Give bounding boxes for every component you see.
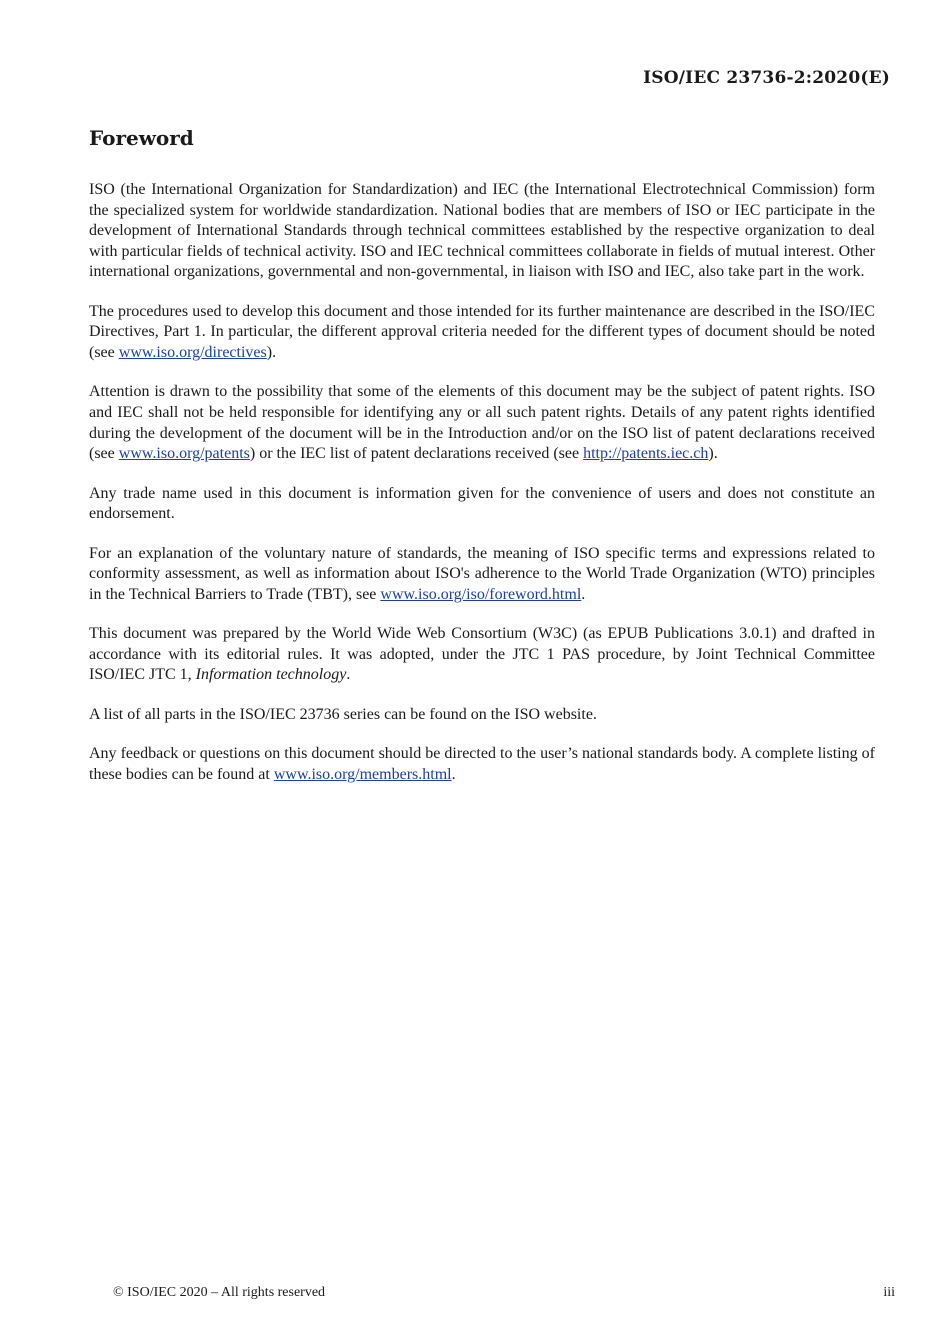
paragraph-text: The procedures used to develop this document and those intended for its further maintenance are described in the ISO/IEC Directives, Part 1. In particular, the different approval criteria needed for the different types of document should be noted (see	[89, 302, 875, 361]
paragraph-feedback	[89, 744, 875, 785]
paragraph-procedures	[89, 302, 875, 364]
document-identifier: ISO/IEC 23736-2:2020(E)	[643, 68, 890, 88]
paragraph-series-parts	[89, 705, 875, 726]
paragraph-text: .	[581, 585, 586, 603]
paragraph-text: A list of all parts in the ISO/IEC 23736 series can be found on the ISO website.	[89, 705, 597, 723]
copyright-notice: © ISO/IEC 2020 – All rights reserved	[113, 1285, 326, 1300]
paragraph-text: Any trade name used in this document is information given for the convenience of users and does not constitute an endorsement.	[89, 484, 875, 523]
paragraph-text: .	[346, 666, 351, 684]
page-title: Foreword	[89, 126, 194, 150]
paragraph-text: For an explanation of the voluntary nature of standards, the meaning of ISO specific terms and expressions related to conformity assessment, as well as information about ISO's adherence to the World Trade Organization (WTO) principles in the Technical Barriers to Trade (TBT), see	[89, 544, 875, 603]
members-link[interactable]: www.iso.org/members.html	[273, 765, 452, 783]
iec-patents-link[interactable]: http://patents.iec.ch	[583, 445, 709, 463]
page-number: iii	[883, 1285, 895, 1300]
paragraph-voluntary-nature	[89, 544, 875, 606]
paragraph-text: Any feedback or questions on this document should be directed to the user’s national standards body. A complete listing of these bodies can be found at	[89, 745, 875, 783]
paragraph-organization	[89, 180, 875, 283]
foreword-body	[89, 180, 875, 804]
iso-patents-link[interactable]: www.iso.org/patents	[118, 445, 250, 463]
committee-name: Information technology	[195, 666, 347, 684]
paragraph-text: Attention is drawn to the possibility that some of the elements of this document may be the subject of patent rights. ISO and IEC shall not be held responsible for identifying any or all such patent rights. Details of any patent rights identified during the development of the document will be in the Introduction and/or on the ISO list of patent declarations received (see	[89, 383, 875, 463]
paragraph-text: .	[451, 765, 456, 783]
paragraph-text: This document was prepared by the World Wide Web Consortium (W3C) (as EPUB Publications 3.0.1) and drafted in accordance with its editorial rules. It was adopted, under the JTC 1 PAS procedure, by Joint Technical Committee ISO/IEC JTC 1,	[89, 625, 875, 684]
paragraph-text: ISO (the International Organization for Standardization) and IEC (the International Electrotechnical Commission) form the specialized system for worldwide standardization. National bodies that are members of ISO or IEC participate in the development of International Standards through technical committees established by the respective organization to deal with particular fields of technical activity. ISO and IEC technical committees collaborate in fields of mutual interest. Other international organizations, governmental and non-governmental, in liaison with ISO and IEC, also take part in the work.	[89, 181, 875, 281]
paragraph-text: ).	[266, 343, 277, 361]
paragraph-text: ) or the IEC list of patent declarations received (see	[249, 445, 584, 463]
paragraph-patents	[89, 382, 875, 464]
paragraph-preparation	[89, 624, 875, 686]
paragraph-text: ).	[708, 445, 718, 463]
foreword-link[interactable]: www.iso.org/iso/foreword.html	[380, 585, 582, 603]
directives-link[interactable]: www.iso.org/directives	[118, 343, 267, 361]
paragraph-trade-name	[89, 484, 875, 525]
